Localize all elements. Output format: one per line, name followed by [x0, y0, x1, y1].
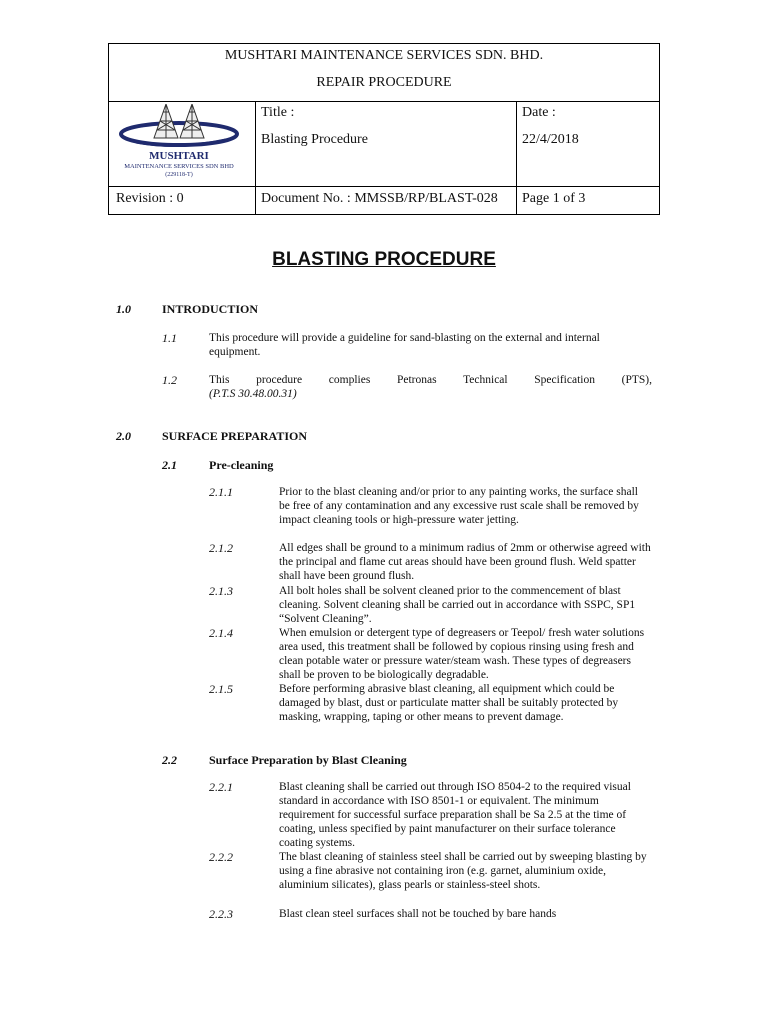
date-label: Date :	[522, 105, 556, 120]
grid-line	[255, 101, 256, 215]
subsection-number: 2.1	[162, 458, 177, 472]
item-reference: (P.T.S 30.48.00.31)	[209, 388, 297, 400]
date-value: 22/4/2018	[522, 132, 579, 147]
item-number: 2.1.5	[209, 682, 233, 696]
title-label: Title :	[261, 105, 295, 120]
item-number: 2.1.3	[209, 584, 233, 598]
subsection-title: Pre-cleaning	[209, 458, 274, 472]
item-text: When emulsion or detergent type of degreasers or Teepol/ fresh water solutions area used, this treatment shall be followed by copious rinsing using fresh and clean potable water or pressure water/steam wash. These types of degreasers shall be proven to be biologically degradable.	[279, 627, 645, 681]
subsection-title: Surface Preparation by Blast Cleaning	[209, 753, 407, 767]
item-text: Blast cleaning shall be carried out through ISO 8504-2 to the required visual standard in accordance with ISO 8501-1 or equivalent. The minimum requirement for successful surface preparation shall be Sa 2.5 at the time of coating, unless specified by paint manufacturer on their surface tolerance coating systems.	[279, 781, 631, 849]
item-number: 2.1.2	[209, 541, 233, 555]
item-text: Prior to the blast cleaning and/or prior to any painting works, the surface shall be free of any contamination and any excessive rust scale shall be removed by impact cleaning tools or high-pressure water jetting.	[279, 486, 639, 526]
logo-emblem-icon	[116, 104, 242, 178]
item-text: The blast cleaning of stainless steel shall be carried out by sweeping blasting by using a fine abrasive not containing iron (e.g. garnet, aluminium oxide, aluminium silicates), glass pearls or stainless-steel shots.	[279, 851, 647, 891]
item-number: 2.1.4	[209, 626, 233, 640]
logo-subtitle: MAINTENANCE SERVICES SDN BHD	[124, 163, 234, 170]
company-logo	[116, 104, 242, 178]
section-number: 1.0	[116, 302, 131, 316]
grid-line	[516, 101, 517, 215]
item-number: 2.2.1	[209, 780, 233, 794]
item-text: Blast clean steel surfaces shall not be touched by bare hands	[279, 908, 557, 920]
item-number: 1.1	[162, 331, 177, 345]
page-number: Page 1 of 3	[522, 191, 586, 206]
item-number: 2.1.1	[209, 485, 233, 499]
header-company-row	[109, 44, 659, 102]
page-title: BLASTING PROCEDURE	[272, 249, 496, 270]
item-number: 2.2.3	[209, 907, 233, 921]
company-name: MUSHTARI MAINTENANCE SERVICES SDN. BHD.	[224, 48, 544, 63]
document-type: REPAIR PROCEDURE	[316, 75, 452, 90]
title-value: Blasting Procedure	[261, 132, 368, 147]
item-text: Before performing abrasive blast cleaning, all equipment which could be damaged by blast, dust or particulate matter shall be suitably protected by masking, wrapping, taping or other means to prevent damage.	[279, 683, 619, 723]
section-number: 2.0	[116, 429, 131, 443]
item-text: This procedure will provide a guideline for sand-blasting on the external and internal equipment.	[209, 332, 600, 358]
logo-reg-number: (229118-T)	[165, 172, 193, 178]
item-number: 1.2	[162, 373, 177, 387]
revision: Revision : 0	[116, 191, 184, 206]
section-title: INTRODUCTION	[162, 302, 259, 316]
item-text: All bolt holes shall be solvent cleaned prior to the commencement of blast cleaning. Solvent cleaning shall be carried out in accordance with SSPC, SP1 “Solvent Cleaning”.	[279, 585, 636, 625]
logo-name: MUSHTARI	[149, 150, 209, 162]
document-number: Document No. : MMSSB/RP/BLAST-028	[261, 191, 498, 206]
item-text: This procedure complies Petronas Technical Specification (PTS),	[209, 374, 652, 386]
subsection-number: 2.2	[162, 753, 177, 767]
item-text: All edges shall be ground to a minimum radius of 2mm or otherwise agreed with the principal and flame cut areas should have been ground flush. Weld spatter shall have been ground flush.	[279, 542, 651, 582]
item-number: 2.2.2	[209, 850, 233, 864]
section-title: SURFACE PREPARATION	[162, 429, 308, 443]
grid-line	[109, 186, 659, 187]
